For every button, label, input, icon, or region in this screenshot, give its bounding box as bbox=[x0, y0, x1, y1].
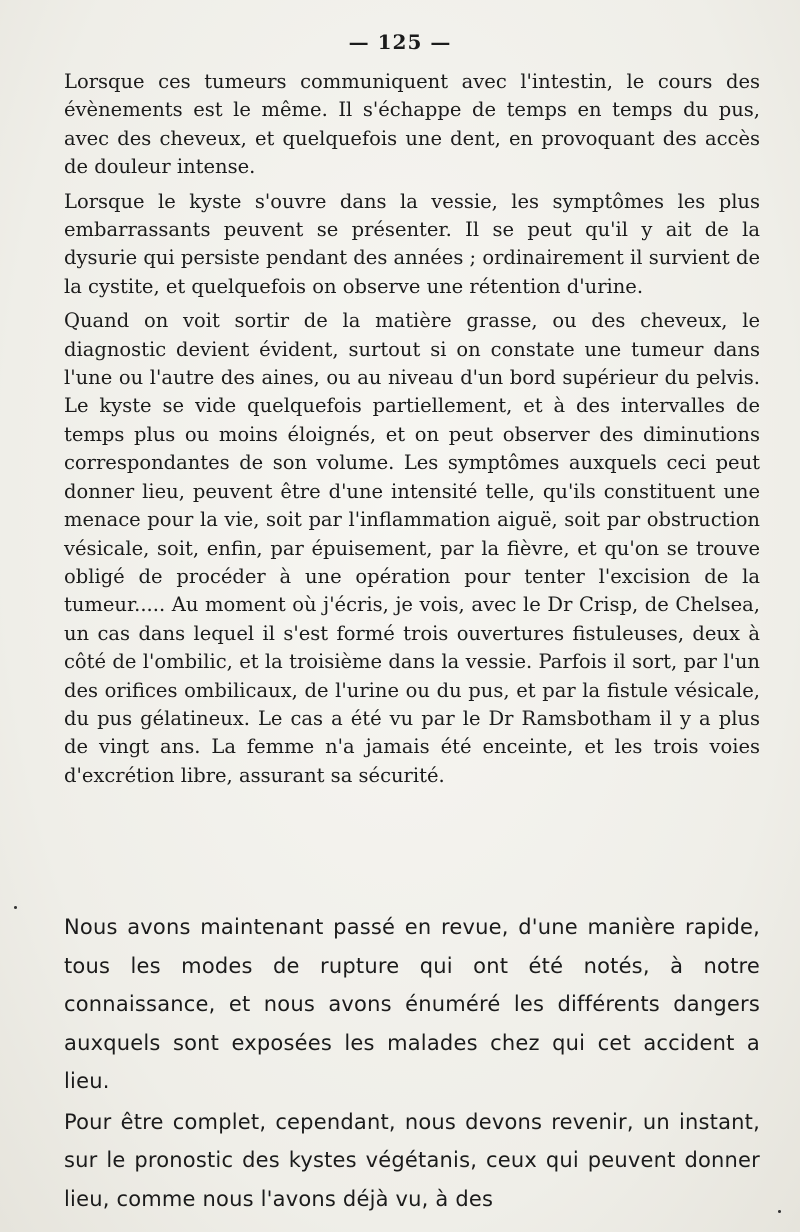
page-number: — 125 — bbox=[348, 30, 452, 54]
paper-speck bbox=[14, 906, 17, 909]
paragraph: Pour être complet, cependant, nous devons revenir, un instant, sur le pronostic des kystes végétanis, ceux qui peuvent donner lieu, comme nous l'avons déjà vu, à des bbox=[64, 1109, 760, 1211]
paragraph: Lorsque le kyste s'ouvre dans la vessie, les symptômes les plus embarrassants peuvent se présenter. Il se peut qu'il y ait de la dysurie qui persiste pendant des années ; ordinairement il survient de la cystite, et quelquefois on observe une rétention d'urine. bbox=[64, 189, 760, 298]
paragraph: Quand on voit sortir de la matière grasse, ou des cheveux, le diagnostic devient évident, surtout si on constate une tumeur dans l'une ou l'autre des aines, ou au niveau d'un bord supérieur du pelvis. Le kyste se vide quelquefois partiellement, et à des intervalles de temps plus ou moins éloignés, et on peut observer des diminutions correspondantes de son volume. Les symptômes auxquels ceci peut donner lieu, peuvent être d'une intensité telle, qu'ils constituent une menace pour la vie, soit par l'inflammation aiguë, soit par obstruction vésicale, soit, enfin, par épuisement, par la fièvre, et qu'on se trouve obligé de procéder à une opération pour tenter l'excision de la tumeur..... Au moment où j'écris, je vois, avec le Dr Crisp, de Chelsea, un cas dans lequel il s'est formé trois ouvertures fistuleuses, deux à côté de l'ombilic, et la troisième dans la vessie. Parfois il sort, par l'un des orifices ombilicaux, de l'urine ou du pus, et par la fistule vésicale, du pus gélatineux. Le cas a été vu par le Dr Ramsbotham il y a plus de vingt ans. La femme n'a jamais été enceinte, et les trois voies d'excrétion libre, assurant sa sécurité. bbox=[64, 309, 760, 787]
paper-speck bbox=[778, 1210, 781, 1213]
paragraph: Lorsque ces tumeurs communiquent avec l'intestin, le cours des évènements est le même. Il s'échappe de temps en temps du pus, avec des cheveux, et quelquefois une dent, en provoquant des accès de douleur intense. bbox=[64, 70, 760, 179]
text-block-large bbox=[64, 908, 760, 1220]
paragraph: Nous avons maintenant passé en revue, d'une manière rapide, tous les modes de rupture qui ont été notés, à notre connaissance, et nous avons énuméré les différents dangers auxquels sont exposées les malades chez qui cet accident a lieu. bbox=[64, 915, 760, 1093]
text-block-small bbox=[64, 68, 760, 796]
